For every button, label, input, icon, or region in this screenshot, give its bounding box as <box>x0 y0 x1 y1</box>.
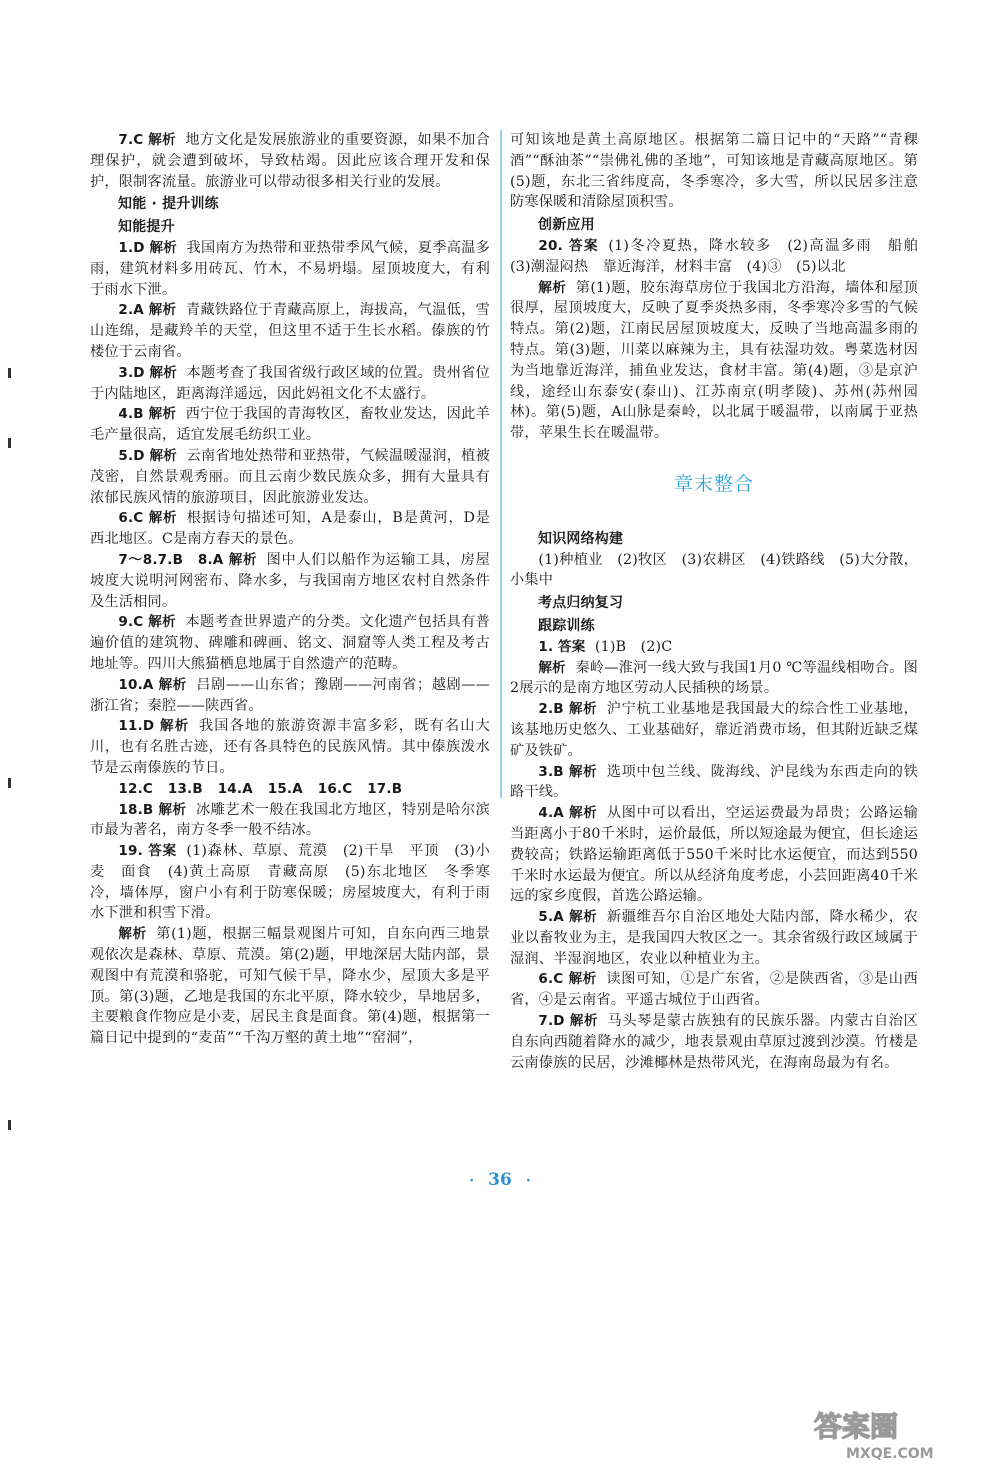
analysis-19: 解析 第(1)题，根据三幅景观图片可知，自东向西三地景观依次是森林、草原、荒漠。第(2)题，甲地深居大陆内部，景观图中有荒漠和骆驼，可知气候干旱，降水少，屋顶大多是平顶。第(3)题，乙地是我国的东北平原，降水较少，旱地居多，主要粮食作物应是小麦，居民主食是面食。第(4)题，根据第一篇日记中提到的“麦苗”“千沟万壑的黄土地”“窑洞”， <box>90 926 490 1047</box>
heading-train: 知能 · 提升训练 <box>118 196 219 213</box>
answer-3: 3.D 解析 本题考查了我国省级行政区域的位置。贵州省位于内陆地区，距离海洋遥远，因此妈祖文化不太盛行。 <box>90 364 490 402</box>
network-answers: (1)种植业 (2)牧区 (3)农耕区 (4)铁路线 (5)大分散，小集中 <box>510 551 918 589</box>
review-6: 6.C 解析 读图可知，①是广东省，②是陕西省，③是山西省，④是云南省。平遥古城位于山西省。 <box>510 971 919 1009</box>
answer-18: 18.B 解析 冰雕艺术一般在我国北方地区，特别是哈尔滨市最为著名，南方冬季一般不结冰。 <box>90 801 490 839</box>
answer-11: 11.D 解析 我国各地的旅游资源丰富多彩，既有名山大川，也有名胜古迹，还有各具特色的民族风情。其中傣族泼水节是云南傣族的节日。 <box>90 718 490 776</box>
answer-5: 5.D 解析 云南省地处热带和亚热带，气候温暖湿润，植被茂密，自然景观秀丽。而且云南少数民族众多，拥有大量具有浓郁民族风情的旅游项目，因此旅游业发达。 <box>90 447 490 506</box>
page-footer <box>0 1170 1000 1190</box>
right-column <box>510 130 933 1073</box>
scan-mark <box>8 368 11 378</box>
analysis-19-continued: 可知该地是黄土高原地区。根据第二篇日记中的“天路”“青稞酒”“酥油茶”“崇佛礼佛的圣地”，可知该地是青藏高原地区。第(5)题，东北三省纬度高，冬季寒冷，多大雪，所以民居多注意防寒保暖和清除屋顶积雪。 <box>510 132 918 211</box>
review-2: 2.B 解析 沪宁杭工业基地是我国最大的综合性工业基地，该基地历史悠久、工业基础好，靠近消费市场，但其附近缺乏煤矿及铁矿。 <box>510 701 918 759</box>
answer-7: 7.C 解析 地方文化是发展旅游业的重要资源，如果不加合理保护，就会遭到破坏，导致枯竭。因此应该合理开发和保护，限制客流量。旅游业可以带动很多相关行业的发展。 <box>90 132 490 190</box>
watermark-icon <box>806 1400 986 1464</box>
footer-dot-right: · <box>525 1173 531 1189</box>
answer-20: 20. 答案 (1)冬冷夏热，降水较多 (2)高温多雨 船舶 (3)潮湿闷热 靠近海洋，材料丰富 (4)③ (5)以北 <box>510 237 933 275</box>
heading-network: 知识网络构建 <box>538 530 624 547</box>
scan-mark <box>8 438 11 448</box>
scan-mark <box>8 778 11 788</box>
review-4: 4.A 解析 从图中可以看出，空运运费最为昂贵；公路运输当距离小于80千米时，运价最低，所以短途最为便宜，但长途运费较高；铁路运输距离低于550千米时比水运便宜，而达到550千米时水运最为便宜。所以从经济角度考虑，小芸回距离40千米远的家乡度假，首选公路运输。 <box>510 805 919 905</box>
answers-12-17: 12.C 13.B 14.A 15.A 16.C 17.B <box>118 780 403 797</box>
answer-9: 9.C 解析 本题考查世界遗产的分类。文化遗产包括具有普遍价值的建筑物、碑雕和碑画、铭文、洞窟等人类工程及考古地址等。四川大熊猫栖息地属于自然遗产的范畴。 <box>90 614 490 672</box>
answer-10: 10.A 解析 吕剧——山东省；豫剧——河南省；越剧——浙江省；秦腔——陕西省。 <box>90 676 490 714</box>
review-7: 7.D 解析 马头琴是蒙古族独有的民族乐器。内蒙古自治区自东向西随着降水的减少，地表景观由草原过渡到沙漠。竹楼是云南傣族的民居，沙滩椰林是热带风光，在海南岛最为有名。 <box>510 1013 918 1071</box>
review-1-analysis: 解析 秦岭—淮河一线大致与我国1月0 ℃等温线相吻合。图2展示的是南方地区劳动人民插秧的场景。 <box>510 659 918 697</box>
answer-6: 6.C 解析 根据诗句描述可知，A是泰山，B是黄河，D是西北地区。C是南方春天的景色。 <box>90 510 491 548</box>
answer-1: 1.D 解析 我国南方为热带和亚热带季风气候，夏季高温多雨，建筑材料多用砖瓦、竹木，不易坍塌。屋顶坡度大，有利于雨水下泄。 <box>90 239 490 298</box>
watermark-url: MXQE.COM <box>846 1446 934 1462</box>
page-number: 36 <box>488 1170 512 1190</box>
analysis-20: 解析 第(1)题，胶东海草房位于我国北方沿海，墙体和屋顶很厚，屋顶坡度大，反映了夏季炎热多雨，冬季寒冷多雪的气候特点。第(2)题，江南民居屋顶坡度大，反映了当地高温多雨的特点。第(3)题，川菜以麻辣为主，具有祛湿功效。粤菜选材因为当地靠近海洋，捕鱼业发达，食材丰富。第(4)题，③是京沪线，途经山东泰安(泰山)、江苏南京(明孝陵)、苏州(苏州园林)。第(5)题，A山脉是秦岭，以北属于暖温带，以南属于亚热带，苹果生长在暖温带。 <box>510 279 918 442</box>
review-1-answer: 1. 答案 (1)B (2)C <box>538 638 673 655</box>
footer-dot-left: · <box>469 1173 475 1189</box>
review-3: 3.B 解析 选项中包兰线、陇海线、沪昆线为东西走向的铁路干线。 <box>510 763 918 801</box>
answer-2: 2.A 解析 青藏铁路位于青藏高原上，海拔高，气温低，雪山连绵，是藏羚羊的天堂，但这里不适于生长水稻。傣族的竹楼位于云南省。 <box>90 302 490 360</box>
review-5: 5.A 解析 新疆维吾尔自治区地处大陆内部，降水稀少，农业以畜牧业为主，是我国四大牧区之一。其余省级行政区域属于湿润、半湿润地区，农业以种植业为主。 <box>510 909 919 967</box>
heading-track: 跟踪训练 <box>538 617 595 634</box>
answer-4: 4.B 解析 西宁位于我国的青海牧区，畜牧业发达，因此羊毛产量很高，适宜发展毛纺织工业。 <box>90 406 491 444</box>
answer-7-8: 7～8.7.B 8.A 解析 图中人们以船作为运输工具，房屋坡度大说明河网密布、降水多，与我国南方地区农村自然条件及生活相同。 <box>90 551 490 610</box>
watermark-logo <box>806 1400 986 1464</box>
heading-improve: 知能提升 <box>118 219 175 236</box>
answer-19: 19. 答案 (1)森林、草原、荒漠 (2)干旱 平顶 (3)小麦 面食 (4)黄土高原 青藏高原 (5)东北地区 冬季寒冷，墙体厚，窗户小有利于防寒保暖；房屋坡度大，有利于雨水下泄和积雪下滑。 <box>90 843 490 922</box>
column-divider <box>500 130 502 798</box>
heading-review: 考点归纳复习 <box>538 595 624 612</box>
heading-innovate: 创新应用 <box>538 217 595 234</box>
scan-mark <box>8 1120 11 1130</box>
left-column <box>90 130 490 1049</box>
watermark-text: 答案圈 <box>814 1410 899 1443</box>
section-title: 章末整合 <box>673 472 754 495</box>
